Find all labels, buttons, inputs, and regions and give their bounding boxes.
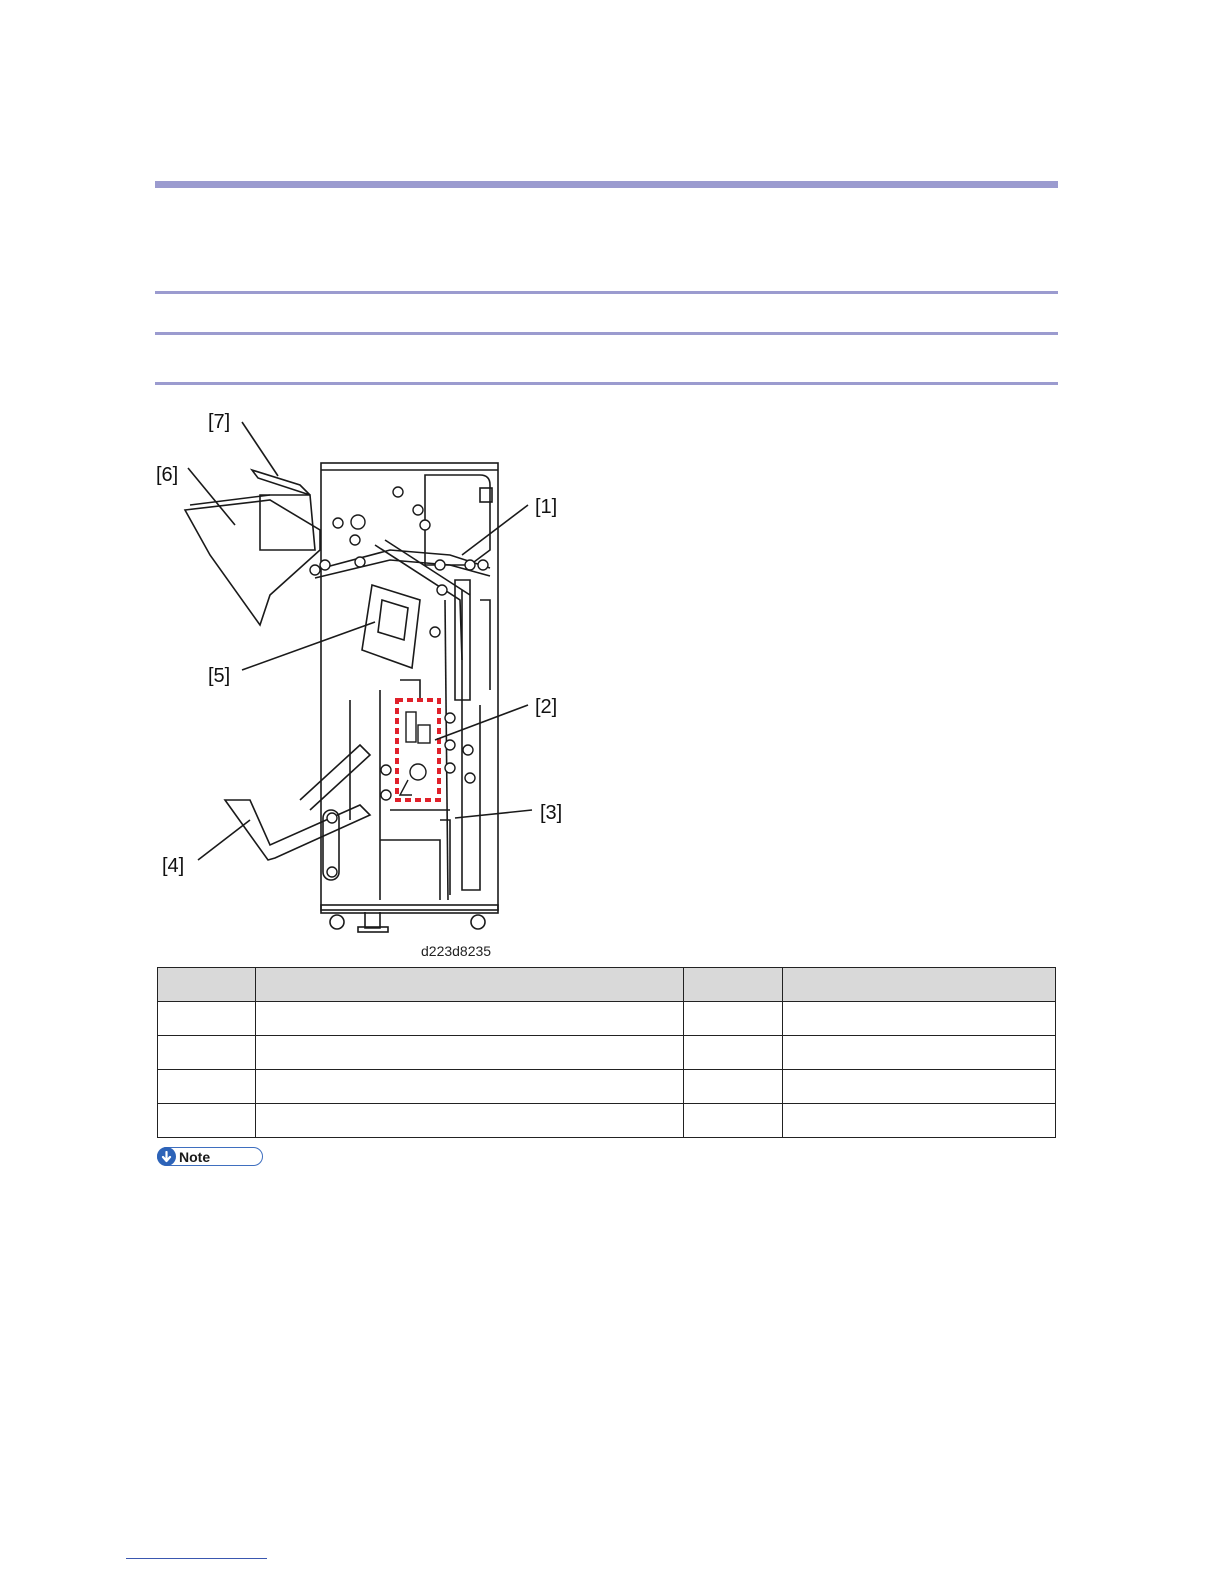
highlight-box: [397, 700, 439, 800]
table-header-cell: [256, 968, 684, 1002]
section-rule-3: [155, 382, 1058, 385]
table-cell: [256, 1104, 684, 1138]
table-row: [158, 1104, 1056, 1138]
table-cell: [783, 1002, 1056, 1036]
footer-divider: [126, 1558, 267, 1559]
note-label: Note: [179, 1148, 211, 1165]
table-cell: [783, 1104, 1056, 1138]
table-header-row: [158, 968, 1056, 1002]
table-cell: [158, 1036, 256, 1070]
table-row: [158, 1002, 1056, 1036]
table-row: [158, 1070, 1056, 1104]
table-cell: [783, 1070, 1056, 1104]
callout-6: [6]: [156, 464, 179, 486]
header-rule-top: [155, 181, 1058, 188]
table-row: [158, 1036, 1056, 1070]
section-rule-1: [155, 291, 1058, 294]
parts-table: [157, 967, 1056, 1138]
table-header-cell: [158, 968, 256, 1002]
callout-3: [3]: [540, 802, 563, 824]
image-code: d223d8235: [421, 943, 492, 959]
table-header-cell: [783, 968, 1056, 1002]
callout-4: [4]: [162, 855, 185, 877]
down-arrow-circle-icon: [157, 1147, 176, 1166]
section-rule-2: [155, 332, 1058, 335]
table-cell: [684, 1070, 783, 1104]
table-cell: [256, 1070, 684, 1104]
table-cell: [684, 1002, 783, 1036]
table-cell: [684, 1104, 783, 1138]
table-cell: [256, 1002, 684, 1036]
table-cell: [158, 1070, 256, 1104]
table-cell: [256, 1036, 684, 1070]
table-header-cell: [684, 968, 783, 1002]
callout-5: [5]: [208, 665, 231, 687]
finisher-illustration: [150, 400, 580, 965]
callout-2: [2]: [535, 696, 558, 718]
table-cell: [158, 1002, 256, 1036]
callout-7: [7]: [208, 411, 231, 433]
table-cell: [158, 1104, 256, 1138]
callout-1: [1]: [535, 496, 558, 518]
table-cell: [684, 1036, 783, 1070]
table-cell: [783, 1036, 1056, 1070]
note-badge: [157, 1147, 263, 1166]
